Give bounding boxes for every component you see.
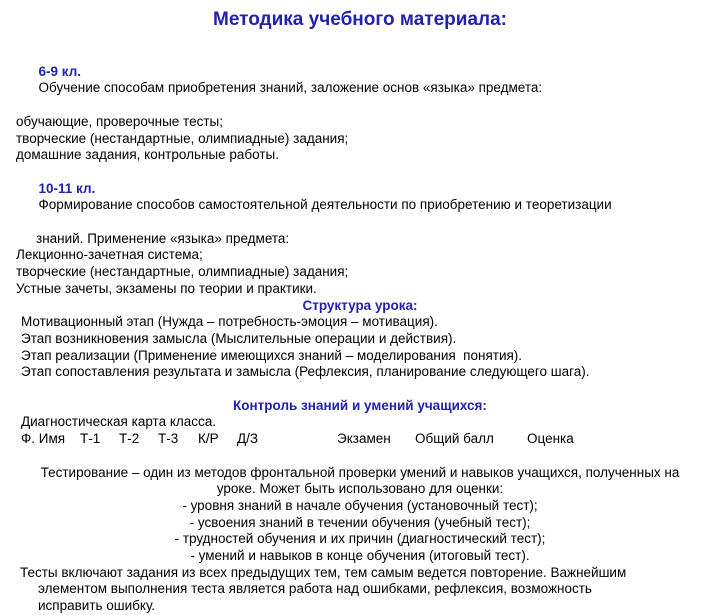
table-column-kr: К/Р bbox=[198, 431, 219, 447]
grade-6-9-item: творческие (нестандартные, олимпиадные) задания; bbox=[16, 130, 349, 146]
lesson-stage: Этап сопоставления результата и замысла (Рефлексия, планирование следующего шага). bbox=[21, 364, 590, 380]
control-intro: Диагностическая карта класса. bbox=[21, 414, 217, 430]
testing-bullet: - уровня знаний в начале обучения (установочный тест); bbox=[182, 497, 538, 513]
page-title: Методика учебного материала: bbox=[213, 9, 507, 30]
testing-bullet: - трудностей обучения и их причин (диагностический тест); bbox=[174, 531, 546, 547]
lesson-structure-heading: Структура урока: bbox=[302, 297, 418, 313]
grade-10-11-label: 10-11 кл. bbox=[38, 180, 96, 196]
grade-6-9-text: Обучение способам приобретения знаний, заложение основ «языка» предмета: bbox=[38, 80, 543, 96]
testing-paragraph-line: Тестирование – один из методов фронтальной проверки умений и навыков учащихся, полученных на bbox=[40, 464, 680, 480]
grade-10-11-item: Лекционно-зачетная система; bbox=[16, 247, 203, 263]
testing-paragraph-line: уроке. Может быть использовано для оценки: bbox=[216, 481, 504, 497]
grade-6-9-item: обучающие, проверочные тесты; bbox=[16, 113, 223, 129]
testing-closing-line: исправить ошибку. bbox=[38, 598, 156, 614]
control-heading: Контроль знаний и умений учащихся: bbox=[233, 397, 487, 413]
testing-bullet: - умений и навыков в конце обучения (итоговый тест). bbox=[190, 548, 530, 564]
lesson-stage: Этап реализации (Применение имеющихся знаний – моделирования понятия). bbox=[21, 347, 523, 363]
diagnostic-table-header-row bbox=[0, 431, 720, 448]
lesson-stage: Этап возникновения замысла (Мыслительные операции и действия). bbox=[21, 330, 457, 346]
grade-10-11-text-wrap: знаний. Применение «языка» предмета: bbox=[36, 230, 290, 246]
table-column-dz: Д/З bbox=[237, 431, 259, 447]
grade-10-11-text: Формирование способов самостоятельной деятельности по приобретению и теоретизации bbox=[38, 197, 612, 213]
table-column-total: Общий балл bbox=[415, 431, 494, 447]
paragraph-grade-6-9 bbox=[0, 47, 720, 114]
testing-bullet: - усвоения знаний в течении обучения (учебный тест); bbox=[189, 514, 531, 530]
table-column-grade: Оценка bbox=[527, 431, 574, 447]
spacer bbox=[0, 448, 720, 465]
table-column-t2: Т-2 bbox=[119, 431, 140, 447]
paragraph-grade-10-11 bbox=[0, 164, 720, 231]
testing-closing-line: Тесты включают задания из всех предыдущих тем, тем самым ведется повторение. Важнейшим bbox=[20, 564, 627, 580]
grade-10-11-item: Устные зачеты, экзамены по теории и практики. bbox=[16, 280, 317, 296]
table-column-t1: Т-1 bbox=[80, 431, 101, 447]
slide-content bbox=[0, 47, 720, 615]
table-column-t3: Т-3 bbox=[158, 431, 179, 447]
grade-6-9-label: 6-9 кл. bbox=[38, 63, 82, 79]
spacer bbox=[0, 381, 720, 398]
grade-10-11-item: творческие (нестандартные, олимпиадные) задания; bbox=[16, 264, 349, 280]
table-column-exam: Экзамен bbox=[337, 431, 391, 447]
testing-closing-line: элементом выполнения теста является работа над ошибками, рефлексия, возможность bbox=[38, 581, 592, 597]
lesson-stage: Мотивационный этап (Нужда – потребность-эмоция – мотивация). bbox=[21, 314, 438, 330]
grade-6-9-item: домашние задания, контрольные работы. bbox=[16, 147, 279, 163]
table-column-name: Ф. Имя bbox=[21, 431, 66, 447]
